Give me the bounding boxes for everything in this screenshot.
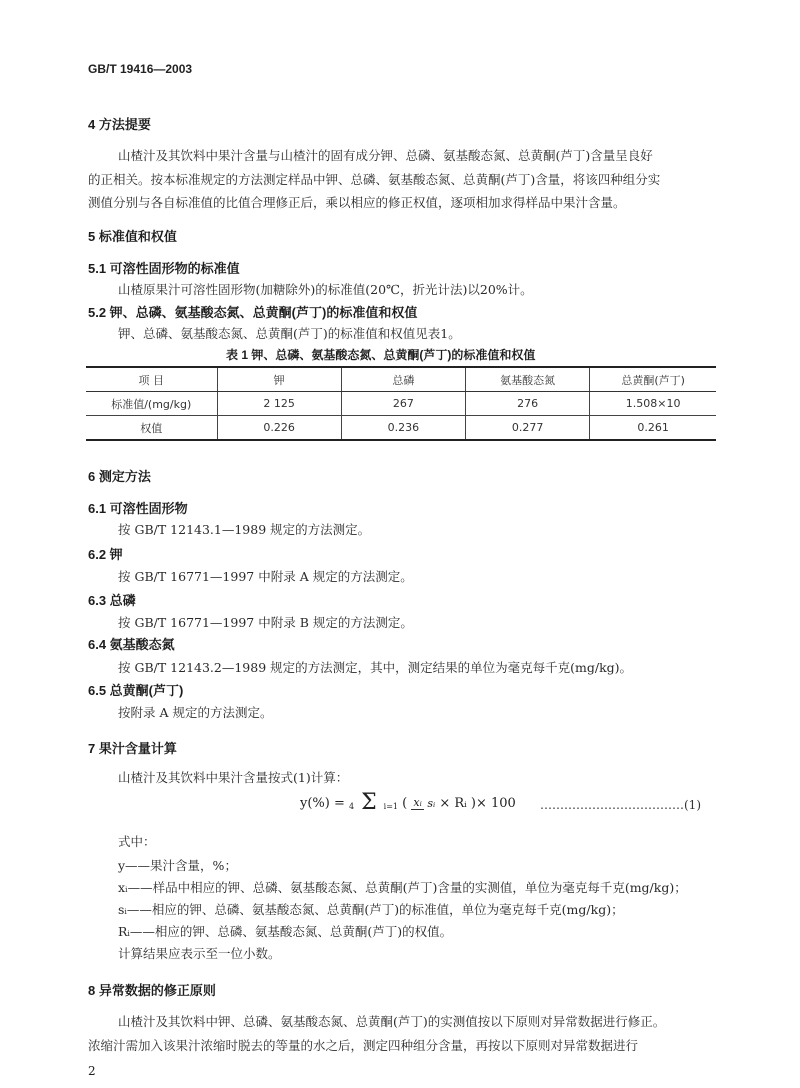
- def-y: y——果汁含量，%；: [118, 858, 237, 873]
- table-header-item: 项 目: [86, 367, 217, 392]
- section-6-1-heading: 6.1 可溶性固形物: [88, 501, 188, 516]
- table-header-potassium: 钾: [217, 367, 341, 392]
- section-4-line-1: 山楂汁及其饮料中果汁含量与山楂汁的固有成分钾、总磷、氨基酸态氮、总黄酮(芦丁)含量呈良好: [118, 148, 653, 163]
- table-cell: 0.277: [466, 416, 590, 441]
- table-header-total-flavonoids: 总黄酮(芦丁): [590, 367, 716, 392]
- table-cell: 0.261: [590, 416, 716, 441]
- section-5-2-heading: 5.2 钾、总磷、氨基酸态氮、总黄酮(芦丁)的标准值和权值: [88, 305, 418, 320]
- section-8-heading: 8 异常数据的修正原则: [88, 983, 216, 998]
- table-1-caption: 表 1 钾、总磷、氨基酸态氮、总黄酮(芦丁)的标准值和权值: [226, 348, 536, 362]
- fraction-numerator: xᵢ: [413, 796, 422, 809]
- table-cell: 1.508×10: [590, 392, 716, 416]
- section-5-heading: 5 标准值和权值: [88, 229, 177, 244]
- table-header-amino-nitrogen: 氨基酸态氮: [466, 367, 590, 392]
- section-4-line-3: 测值分别与各自标准值的比值合理修正后，乘以相应的修正权值，逐项相加求得样品中果汁含量。: [88, 195, 626, 210]
- section-6-5-text: 按附录 A 规定的方法测定。: [118, 705, 273, 720]
- standard-number: GB/T 19416—2003: [88, 62, 193, 76]
- section-8-line-2: 浓缩汁需加入该果汁浓缩时脱去的等量的水之后，测定四种组分含量，再按以下原则对异常数据进行: [88, 1038, 639, 1053]
- formula-paren-open: (: [402, 795, 408, 811]
- section-6-2-heading: 6.2 钾: [88, 547, 123, 562]
- table-header-row: [86, 367, 716, 392]
- section-6-3-heading: 6.3 总磷: [88, 593, 136, 608]
- formula-fraction: [411, 796, 435, 810]
- formula-tail: )× 100: [470, 795, 516, 811]
- table-cell: 267: [341, 392, 465, 416]
- section-6-4-heading: 6.4 氨基酸态氮: [88, 637, 175, 652]
- sum-lower-limit: i=1: [383, 802, 399, 811]
- table-cell: 0.236: [341, 416, 465, 441]
- sum-upper-limit: 4: [349, 802, 355, 811]
- section-8-line-1: 山楂汁及其饮料中钾、总磷、氨基酸态氮、总黄酮(芦丁)的实测值按以下原则对异常数据进行修正。: [118, 1014, 666, 1029]
- section-5-1-heading: 5.1 可溶性固形物的标准值: [88, 261, 240, 276]
- section-7-intro: 山楂汁及其饮料中果汁含量按式(1)计算：: [118, 770, 349, 785]
- formula-summation: [349, 792, 398, 814]
- sum-symbol: Σ: [361, 790, 377, 815]
- table-1: [86, 366, 716, 441]
- page-number: 2: [88, 1064, 96, 1078]
- section-6-3-text: 按 GB/T 16771—1997 中附录 B 规定的方法测定。: [118, 615, 413, 630]
- section-7-heading: 7 果汁含量计算: [88, 741, 177, 756]
- def-ri: Rᵢ——相应的钾、总磷、氨基酸态氮、总黄酮(芦丁)的权值。: [118, 924, 453, 939]
- section-5-2-text: 钾、总磷、氨基酸态氮、总黄酮(芦丁)的标准值和权值见表1。: [118, 326, 461, 341]
- table-row: [86, 416, 716, 441]
- section-6-4-text: 按 GB/T 12143.2—1989 规定的方法测定，其中，测定结果的单位为毫克每千克(mg/kg)。: [118, 660, 633, 675]
- section-6-2-text: 按 GB/T 16771—1997 中附录 A 规定的方法测定。: [118, 569, 413, 584]
- equation-number: ………………………………(1): [540, 798, 701, 812]
- table-cell: 0.226: [217, 416, 341, 441]
- section-6-5-heading: 6.5 总黄酮(芦丁): [88, 683, 184, 698]
- table-row: [86, 392, 716, 416]
- table-cell: 权值: [86, 416, 217, 441]
- section-4-line-2: 的正相关。按本标准规定的方法测定样品中钾、总磷、氨基酸态氮、总黄酮(芦丁)含量，将该四种组分实: [88, 172, 661, 187]
- section-4-heading: 4 方法提要: [88, 117, 151, 132]
- formula-where: 式中：: [118, 834, 156, 849]
- table-cell: 276: [466, 392, 590, 416]
- rounding-note: 计算结果应表示至一位小数。: [118, 946, 281, 961]
- table-cell: 标准值/(mg/kg): [86, 392, 217, 416]
- section-5-1-text: 山楂原果汁可溶性固形物(加糖除外)的标准值(20℃，折光计法)以20%计。: [118, 282, 533, 297]
- table-cell: 2 125: [217, 392, 341, 416]
- formula-weight-term: × Rᵢ: [439, 795, 467, 811]
- fruit-juice-formula: [300, 792, 516, 814]
- section-6-heading: 6 测定方法: [88, 469, 151, 484]
- formula-lhs: y(%) =: [300, 795, 345, 811]
- fraction-denominator: sᵢ: [427, 796, 436, 810]
- table-header-total-phosphorus: 总磷: [341, 367, 465, 392]
- def-si: sᵢ——相应的钾、总磷、氨基酸态氮、总黄酮(芦丁)的标准值，单位为毫克每千克(mg/kg)；: [118, 902, 624, 917]
- def-xi: xᵢ——样品中相应的钾、总磷、氨基酸态氮、总黄酮(芦丁)含量的实测值，单位为毫克每千克(mg/kg)；: [118, 880, 687, 895]
- section-6-1-text: 按 GB/T 12143.1—1989 规定的方法测定。: [118, 522, 371, 537]
